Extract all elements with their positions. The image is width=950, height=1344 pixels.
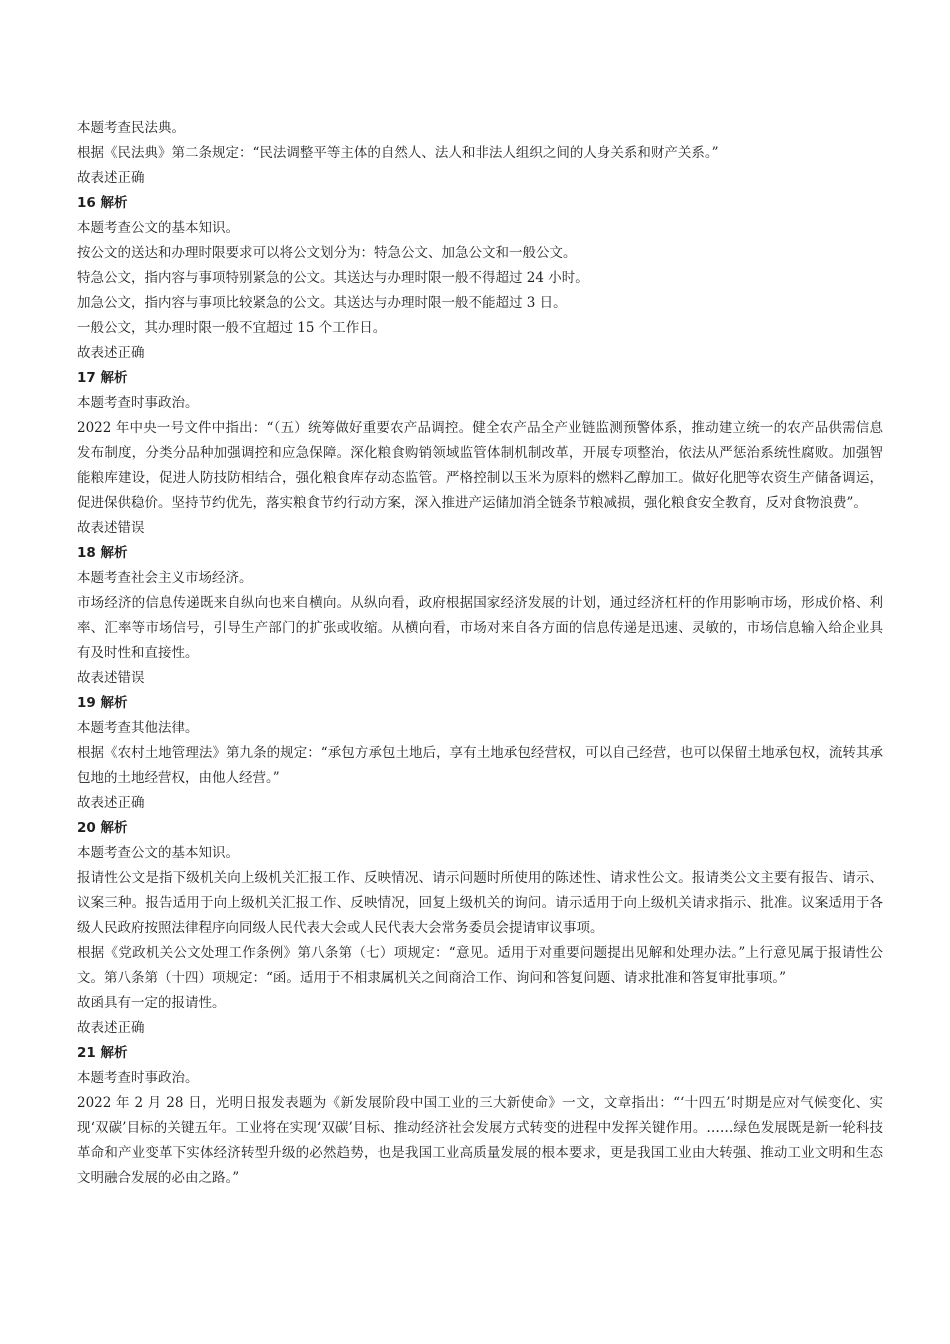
section-heading: 20 解析: [77, 820, 128, 836]
paragraph: 2022 年 2 月 28 日，光明日报发表题为《新发展阶段中国工业的三大新使命》一文，文章指出：“‘十四五’时期是应对气候变化、实现‘双碳’目标的关键五年。工业将在实现‘双碳’目标、推动经济社会发展方式转变的进程中发挥关键作用。……绿色发展既是新一轮科技革命和产业变革下实体经济转型升级的必然趋势，也是我国工业高质量发展的根本要求，更是我国工业由大转强、推动工业文明和生态文明融合发展的必由之路。”: [77, 1095, 883, 1186]
paragraph: 本题考查民法典。: [77, 120, 185, 136]
section-heading: 17 解析: [77, 370, 128, 386]
paragraph: 根据《党政机关公文处理工作条例》第八条第（七）项规定：“意见。适用于对重要问题提出见解和处理办法。”上行意见属于报请性公文。第八条第（十四）项规定：“函。适用于不相隶属机关之间商洽工作、询问和答复问题、请求批准和答复审批事项。”: [77, 945, 883, 986]
paragraph: 特急公文，指内容与事项特别紧急的公文。其送达与办理时限一般不得超过 24 小时。: [77, 270, 589, 286]
section-heading: 19 解析: [77, 695, 128, 711]
paragraph: 本题考查社会主义市场经济。: [77, 570, 253, 586]
paragraph: 报请性公文是指下级机关向上级机关汇报工作、反映情况、请示问题时所使用的陈述性、请求性公文。报请类公文主要有报告、请示、议案三种。报告适用于向上级机关汇报工作、反映情况，回复上级机关的询问。请示适用于向上级机关请求指示、批准。议案适用于各级人民政府按照法律程序向同级人民代表大会或人民代表大会常务委员会提请审议事项。: [77, 870, 883, 936]
conclusion: 故表述正确: [77, 795, 145, 811]
paragraph: 根据《民法典》第二条规定：“民法调整平等主体的自然人、法人和非法人组织之间的人身关系和财产关系。”: [77, 145, 719, 161]
conclusion: 故表述错误: [77, 520, 145, 536]
paragraph: 根据《农村土地管理法》第九条的规定：“承包方承包土地后，享有土地承包经营权，可以自己经营，也可以保留土地承包权，流转其承包地的土地经营权，由他人经营。”: [77, 745, 883, 786]
section-heading: 16 解析: [77, 195, 128, 211]
paragraph: 本题考查公文的基本知识。: [77, 220, 239, 236]
conclusion: 故表述错误: [77, 670, 145, 686]
paragraph: 一般公文，其办理时限一般不宜超过 15 个工作日。: [77, 320, 387, 336]
paragraph: 本题考查时事政治。: [77, 1070, 199, 1086]
section-heading: 21 解析: [77, 1045, 128, 1061]
conclusion: 故表述正确: [77, 1020, 145, 1036]
section-heading: 18 解析: [77, 545, 128, 561]
conclusion: 故表述正确: [77, 170, 145, 186]
paragraph: 加急公文，指内容与事项比较紧急的公文。其送达与办理时限一般不能超过 3 日。: [77, 295, 567, 311]
paragraph: 市场经济的信息传递既来自纵向也来自横向。从纵向看，政府根据国家经济发展的计划，通过经济杠杆的作用影响市场，形成价格、利率、汇率等市场信号，引导生产部门的扩张或收缩。从横向看，市场对来自各方面的信息传递是迅速、灵敏的，市场信息输入给企业具有及时性和直接性。: [77, 595, 883, 661]
document-body: [77, 116, 883, 1191]
paragraph: 2022 年中央一号文件中指出：“（五）统筹做好重要农产品调控。健全农产品全产业链监测预警体系，推动建立统一的农产品供需信息发布制度，分类分品种加强调控和应急保障。深化粮食购销领域监管体制机制改革，开展专项整治，依法从严惩治系统性腐败。加强智能粮库建设，促进人防技防相结合，强化粮食库存动态监管。严格控制以玉米为原料的燃料乙醇加工。做好化肥等农资生产储备调运，促进保供稳价。坚持节约优先，落实粮食节约行动方案，深入推进产运储加消全链条节粮减损，强化粮食安全教育，反对食物浪费”。: [77, 420, 883, 511]
paragraph: 本题考查其他法律。: [77, 720, 199, 736]
paragraph: 故函具有一定的报请性。: [77, 995, 226, 1011]
paragraph: 本题考查公文的基本知识。: [77, 845, 239, 861]
paragraph: 本题考查时事政治。: [77, 395, 199, 411]
conclusion: 故表述正确: [77, 345, 145, 361]
paragraph: 按公文的送达和办理时限要求可以将公文划分为：特急公文、加急公文和一般公文。: [77, 245, 577, 261]
